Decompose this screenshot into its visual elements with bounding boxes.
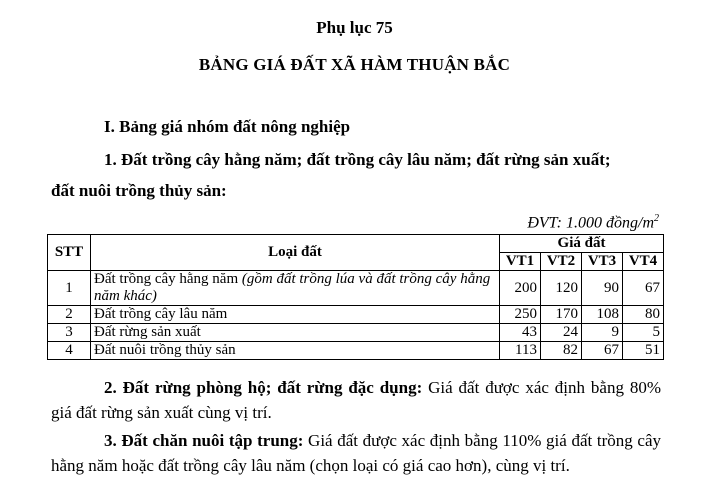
cell-vt2: 24 — [541, 324, 582, 342]
paragraph-protection-forest — [51, 375, 661, 425]
paragraph-heading: 2. Đất rừng phòng hộ; đất rừng đặc dụng: — [104, 378, 423, 397]
paragraph-livestock-land — [51, 428, 661, 478]
header-vt4: VT4 — [623, 253, 664, 271]
unit-superscript: 2 — [654, 213, 659, 224]
cell-stt: 3 — [48, 324, 91, 342]
unit-text: ĐVT: 1.000 đồng/m — [527, 214, 654, 232]
appendix-number: Phụ lục 75 — [316, 18, 393, 37]
cell-vt1: 43 — [500, 324, 541, 342]
section-heading: I. Bảng giá nhóm đất nông nghiệp — [104, 117, 351, 136]
land-type-note: (gồm đất trồng lúa và đất trồng cây hằng năm khác) — [94, 271, 491, 304]
cell-vt4: 80 — [623, 306, 664, 324]
cell-land-type: Đất trồng cây lâu năm — [91, 306, 500, 324]
cell-vt3: 108 — [582, 306, 623, 324]
cell-land-type: Đất rừng sản xuất — [91, 324, 500, 342]
paragraph-text: Giá đất được xác định bằng 80% giá đất rừng sản xuất cùng vị trí. — [51, 378, 661, 422]
cell-land-type — [91, 271, 500, 306]
table-row — [48, 271, 664, 306]
cell-vt1: 200 — [500, 271, 541, 306]
page-title: BẢNG GIÁ ĐẤT XÃ HÀM THUẬN BẮC — [198, 55, 511, 74]
table-row — [48, 306, 664, 324]
header-stt: STT — [48, 235, 91, 271]
cell-land-type: Đất nuôi trồng thủy sản — [91, 342, 500, 360]
cell-vt1: 113 — [500, 342, 541, 360]
cell-stt: 4 — [48, 342, 91, 360]
cell-vt2: 170 — [541, 306, 582, 324]
table-row — [48, 324, 664, 342]
cell-stt: 2 — [48, 306, 91, 324]
header-vt2: VT2 — [541, 253, 582, 271]
header-price: Giá đất — [500, 235, 664, 253]
unit-label — [527, 213, 659, 232]
cell-stt: 1 — [48, 271, 91, 306]
cell-vt3: 9 — [582, 324, 623, 342]
cell-vt2: 120 — [541, 271, 582, 306]
cell-vt4: 51 — [623, 342, 664, 360]
land-price-table — [47, 234, 664, 360]
cell-vt4: 67 — [623, 271, 664, 306]
subsection-heading-line2: đất nuôi trồng thủy sản: — [51, 181, 227, 200]
cell-vt3: 90 — [582, 271, 623, 306]
paragraph-heading: 3. Đất chăn nuôi tập trung: — [104, 431, 304, 450]
table-row — [48, 342, 664, 360]
header-land-type: Loại đất — [91, 235, 500, 271]
cell-vt3: 67 — [582, 342, 623, 360]
cell-vt1: 250 — [500, 306, 541, 324]
cell-vt4: 5 — [623, 324, 664, 342]
header-vt1: VT1 — [500, 253, 541, 271]
land-type-name: Đất trồng cây hằng năm — [94, 271, 239, 287]
paragraph-text: Giá đất được xác định bằng 110% giá đất trồng cây hằng năm hoặc đất trồng cây lâu năm (chọn loại có giá cao hơn), cùng vị trí. — [51, 431, 661, 475]
header-vt3: VT3 — [582, 253, 623, 271]
subsection-heading-line1: 1. Đất trồng cây hằng năm; đất trồng cây lâu năm; đất rừng sản xuất; — [104, 150, 611, 169]
cell-vt2: 82 — [541, 342, 582, 360]
